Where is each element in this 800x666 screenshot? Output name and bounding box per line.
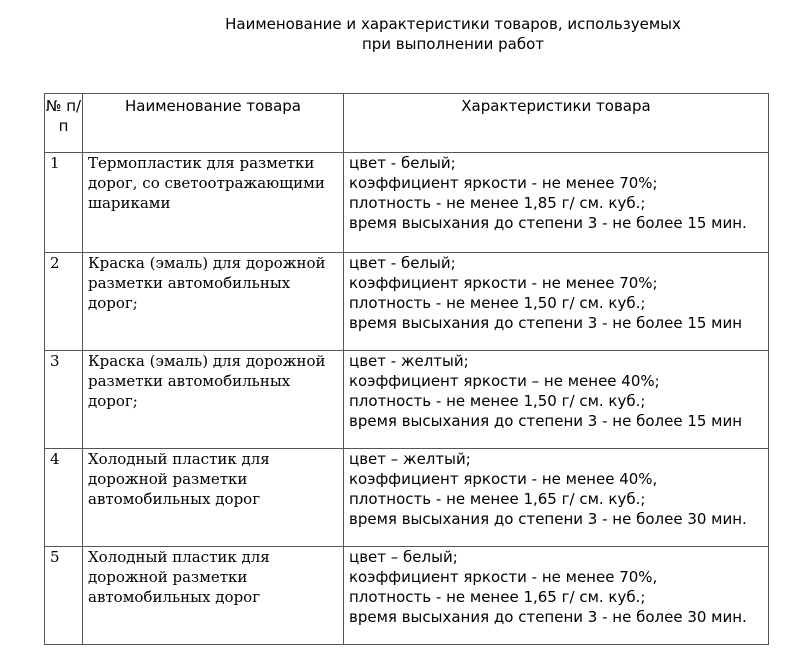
char-line: время высыхания до степени 3 - не более 15 мин xyxy=(349,412,743,430)
char-line: коэффициент яркости - не менее 70%; xyxy=(349,274,658,292)
row-number: 2 xyxy=(45,253,83,351)
char-line: цвет – желтый; xyxy=(349,450,471,468)
char-line: плотность - не менее 1,65 г/ см. куб.; xyxy=(349,490,646,508)
char-line: плотность - не менее 1,65 г/ см. куб.; xyxy=(349,588,646,606)
title-line-1: Наименование и характеристики товаров, используемых xyxy=(225,15,681,33)
row-name: Термопластик для разметки дорог, со светоотражающими шариками xyxy=(83,153,344,253)
table-row xyxy=(45,351,769,449)
header-number: № п/п xyxy=(45,94,83,153)
char-line: коэффициент яркости – не менее 40%; xyxy=(349,372,660,390)
table-row xyxy=(45,547,769,645)
row-characteristics xyxy=(344,449,769,547)
row-number: 5 xyxy=(45,547,83,645)
row-number: 1 xyxy=(45,153,83,253)
table-row xyxy=(45,153,769,253)
char-line: время высыхания до степени 3 - не более 30 мин. xyxy=(349,510,747,528)
char-line: коэффициент яркости - не менее 70%, xyxy=(349,568,658,586)
char-line: время высыхания до степени 3 - не более 15 мин. xyxy=(349,214,747,232)
title-line-2: при выполнении работ xyxy=(361,35,545,53)
char-line: время высыхания до степени 3 - не более 15 мин xyxy=(349,314,743,332)
char-line: плотность - не менее 1,50 г/ см. куб.; xyxy=(349,294,646,312)
row-name: Краска (эмаль) для дорожной разметки автомобильных дорог; xyxy=(83,351,344,449)
row-characteristics xyxy=(344,153,769,253)
table-row xyxy=(45,253,769,351)
row-name: Холодный пластик для дорожной разметки автомобильных дорог xyxy=(83,547,344,645)
char-line: цвет - белый; xyxy=(349,254,456,272)
row-number: 3 xyxy=(45,351,83,449)
page-title xyxy=(0,14,800,54)
header-characteristics: Характеристики товара xyxy=(344,94,769,153)
row-characteristics xyxy=(344,547,769,645)
header-name: Наименование товара xyxy=(83,94,344,153)
table-header-row xyxy=(45,94,769,153)
char-line: коэффициент яркости - не менее 70%; xyxy=(349,174,658,192)
char-line: плотность - не менее 1,50 г/ см. куб.; xyxy=(349,392,646,410)
char-line: цвет - белый; xyxy=(349,154,456,172)
goods-table xyxy=(44,93,769,645)
char-line: цвет - желтый; xyxy=(349,352,469,370)
row-name: Холодный пластик для дорожной разметки автомобильных дорог xyxy=(83,449,344,547)
row-characteristics xyxy=(344,253,769,351)
char-line: время высыхания до степени 3 - не более 30 мин. xyxy=(349,608,747,626)
char-line: плотность - не менее 1,85 г/ см. куб.; xyxy=(349,194,646,212)
row-number: 4 xyxy=(45,449,83,547)
char-line: цвет – белый; xyxy=(349,548,458,566)
table-row xyxy=(45,449,769,547)
row-characteristics xyxy=(344,351,769,449)
row-name: Краска (эмаль) для дорожной разметки автомобильных дорог; xyxy=(83,253,344,351)
char-line: коэффициент яркости - не менее 40%, xyxy=(349,470,658,488)
